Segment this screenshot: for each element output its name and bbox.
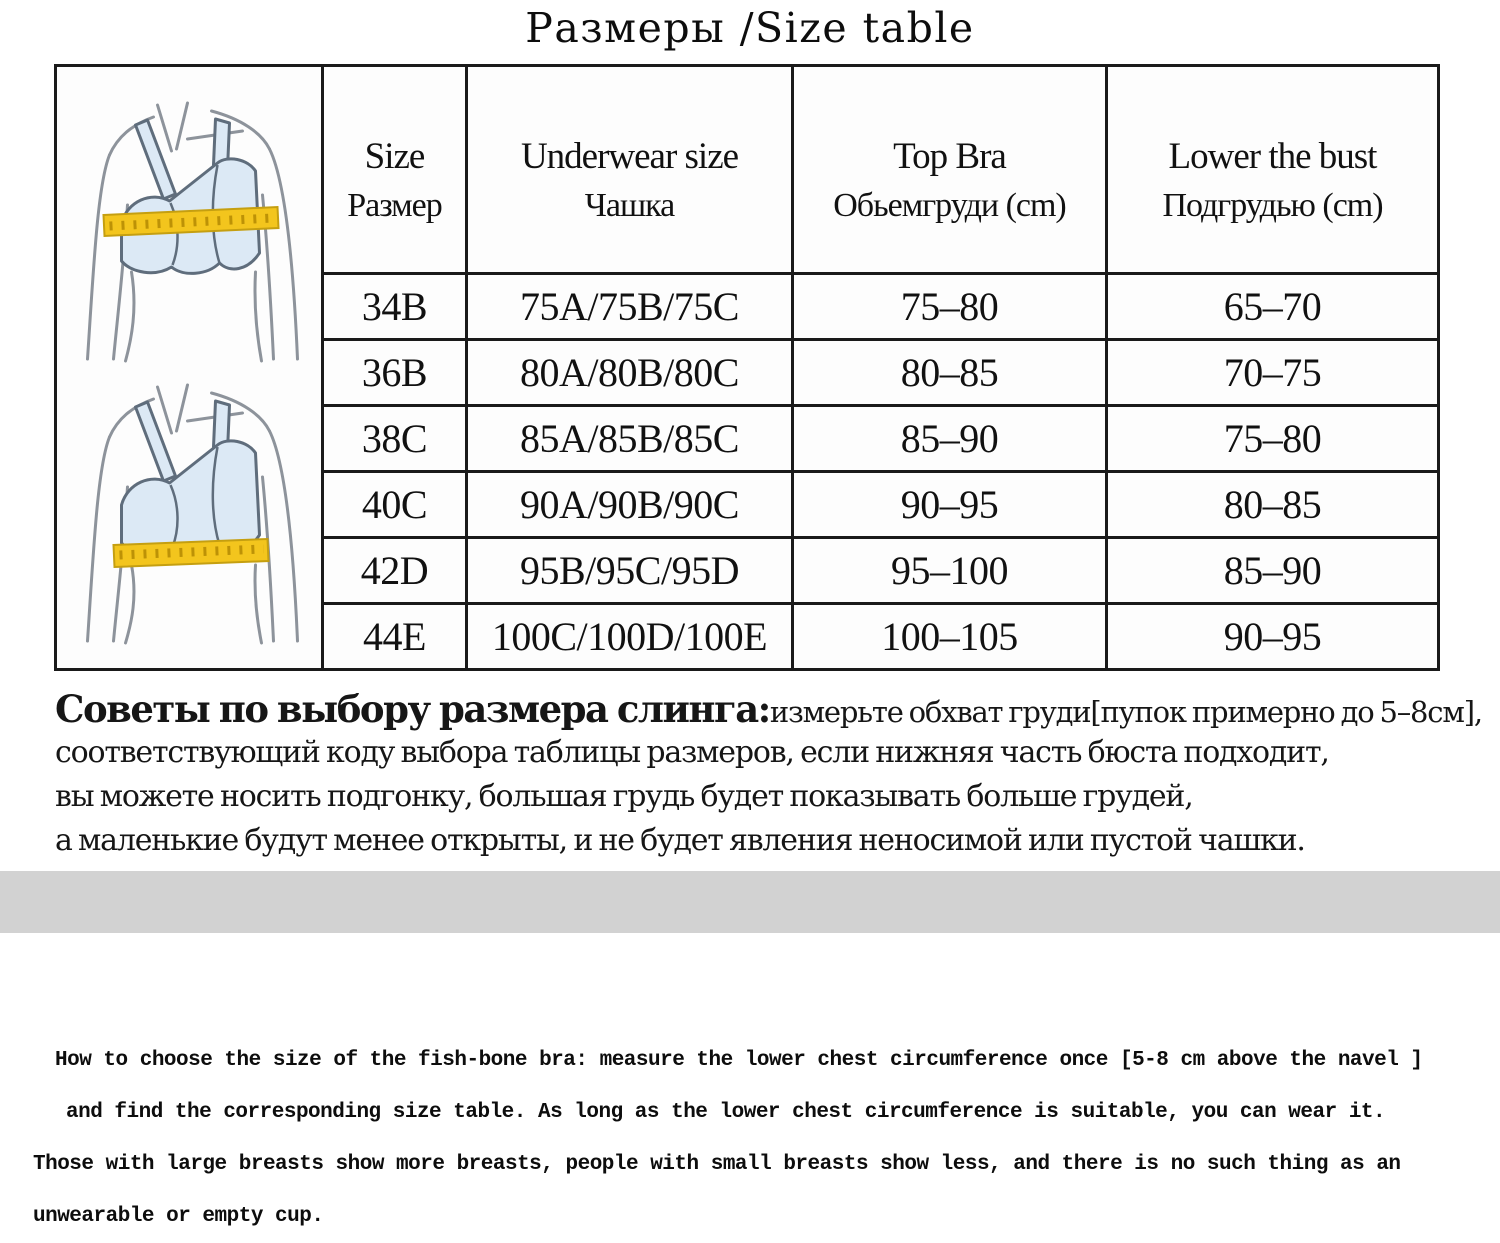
header-label-en: Lower the bust — [1168, 135, 1377, 177]
size-table — [54, 64, 1440, 671]
english-note-line: and find the corresponding size table. As long as the lower chest circumference is suitable, you can wear it. — [66, 1101, 1386, 1124]
english-note-line: Those with large breasts show more breasts, people with small breasts show less, and there is no such thing as an — [33, 1153, 1401, 1176]
lower-bust-cell: 80–85 — [1107, 472, 1439, 538]
lower-bust-cell: 75–80 — [1107, 406, 1439, 472]
lower-bust-cell: 90–95 — [1107, 604, 1439, 670]
lower-bust-cell: 70–75 — [1107, 340, 1439, 406]
lower-bust-cell: 65–70 — [1107, 274, 1439, 340]
column-header-underwear-size — [467, 66, 793, 274]
english-note — [33, 1035, 1500, 1243]
size-cell: 36B — [323, 340, 467, 406]
russian-note-lead: Советы по выбору размера слинга: — [55, 687, 770, 731]
english-note-line: How to choose the size of the fish-bone bra: measure the lower chest circumference once [5-8 cm above the navel ] — [55, 1049, 1423, 1072]
russian-note-line1-rest: измерьте обхват груди[пупок примерно до 5–8см], — [769, 695, 1482, 729]
underwear-size-cell: 90A/90B/90C — [467, 472, 793, 538]
russian-note — [55, 687, 1500, 863]
top-bra-cell: 85–90 — [793, 406, 1107, 472]
underwear-size-cell: 75A/75B/75C — [467, 274, 793, 340]
underwear-size-cell: 95B/95C/95D — [467, 538, 793, 604]
top-bra-cell: 90–95 — [793, 472, 1107, 538]
header-label-ru: Чашка — [584, 186, 675, 224]
bra — [121, 401, 259, 555]
header-label-en: Size — [364, 135, 425, 177]
header-label-en: Underwear size — [520, 135, 739, 177]
underwear-size-cell: 85A/85B/85C — [467, 406, 793, 472]
russian-note-line — [55, 687, 1500, 731]
russian-note-line: соответствующий коду выбора таблицы размеров, если нижняя часть бюста подходит, — [55, 735, 1329, 770]
underwear-size-cell: 80A/80B/80C — [467, 340, 793, 406]
illustration-cell — [56, 66, 323, 670]
page-title: Размеры /Size table — [525, 4, 975, 52]
top-bra-cell: 95–100 — [793, 538, 1107, 604]
english-note-line: unwearable or empty cup. — [33, 1205, 324, 1228]
lower-bust-cell: 85–90 — [1107, 538, 1439, 604]
size-cell: 40C — [323, 472, 467, 538]
top-bra-cell: 100–105 — [793, 604, 1107, 670]
underbust-measure-illustration — [67, 373, 312, 645]
table-header-row — [56, 66, 1439, 274]
underwear-size-cell: 100C/100D/100E — [467, 604, 793, 670]
header-label-ru: Размер — [347, 186, 442, 224]
header-label-ru: Подгрудью (cm) — [1162, 186, 1383, 224]
size-cell: 34B — [323, 274, 467, 340]
column-header-top-bra — [793, 66, 1107, 274]
measuring-tape-icon — [113, 539, 268, 567]
russian-note-line: вы можете носить подгонку, большая грудь будет показывать больше грудей, — [55, 779, 1193, 814]
bra — [121, 119, 259, 273]
column-header-size — [323, 66, 467, 274]
bust-measure-illustration — [67, 91, 312, 363]
header-label-ru: Обьемгруди (cm) — [833, 186, 1066, 224]
size-cell: 44E — [323, 604, 467, 670]
header-label-en: Top Bra — [893, 135, 1006, 177]
divider-bar — [0, 871, 1500, 933]
size-cell: 38C — [323, 406, 467, 472]
size-cell: 42D — [323, 538, 467, 604]
column-header-lower-bust — [1107, 66, 1439, 274]
top-bra-cell: 75–80 — [793, 274, 1107, 340]
russian-note-line: а маленькие будут менее открыты, и не будет явления неносимой или пустой чашки. — [55, 823, 1305, 858]
top-bra-cell: 80–85 — [793, 340, 1107, 406]
